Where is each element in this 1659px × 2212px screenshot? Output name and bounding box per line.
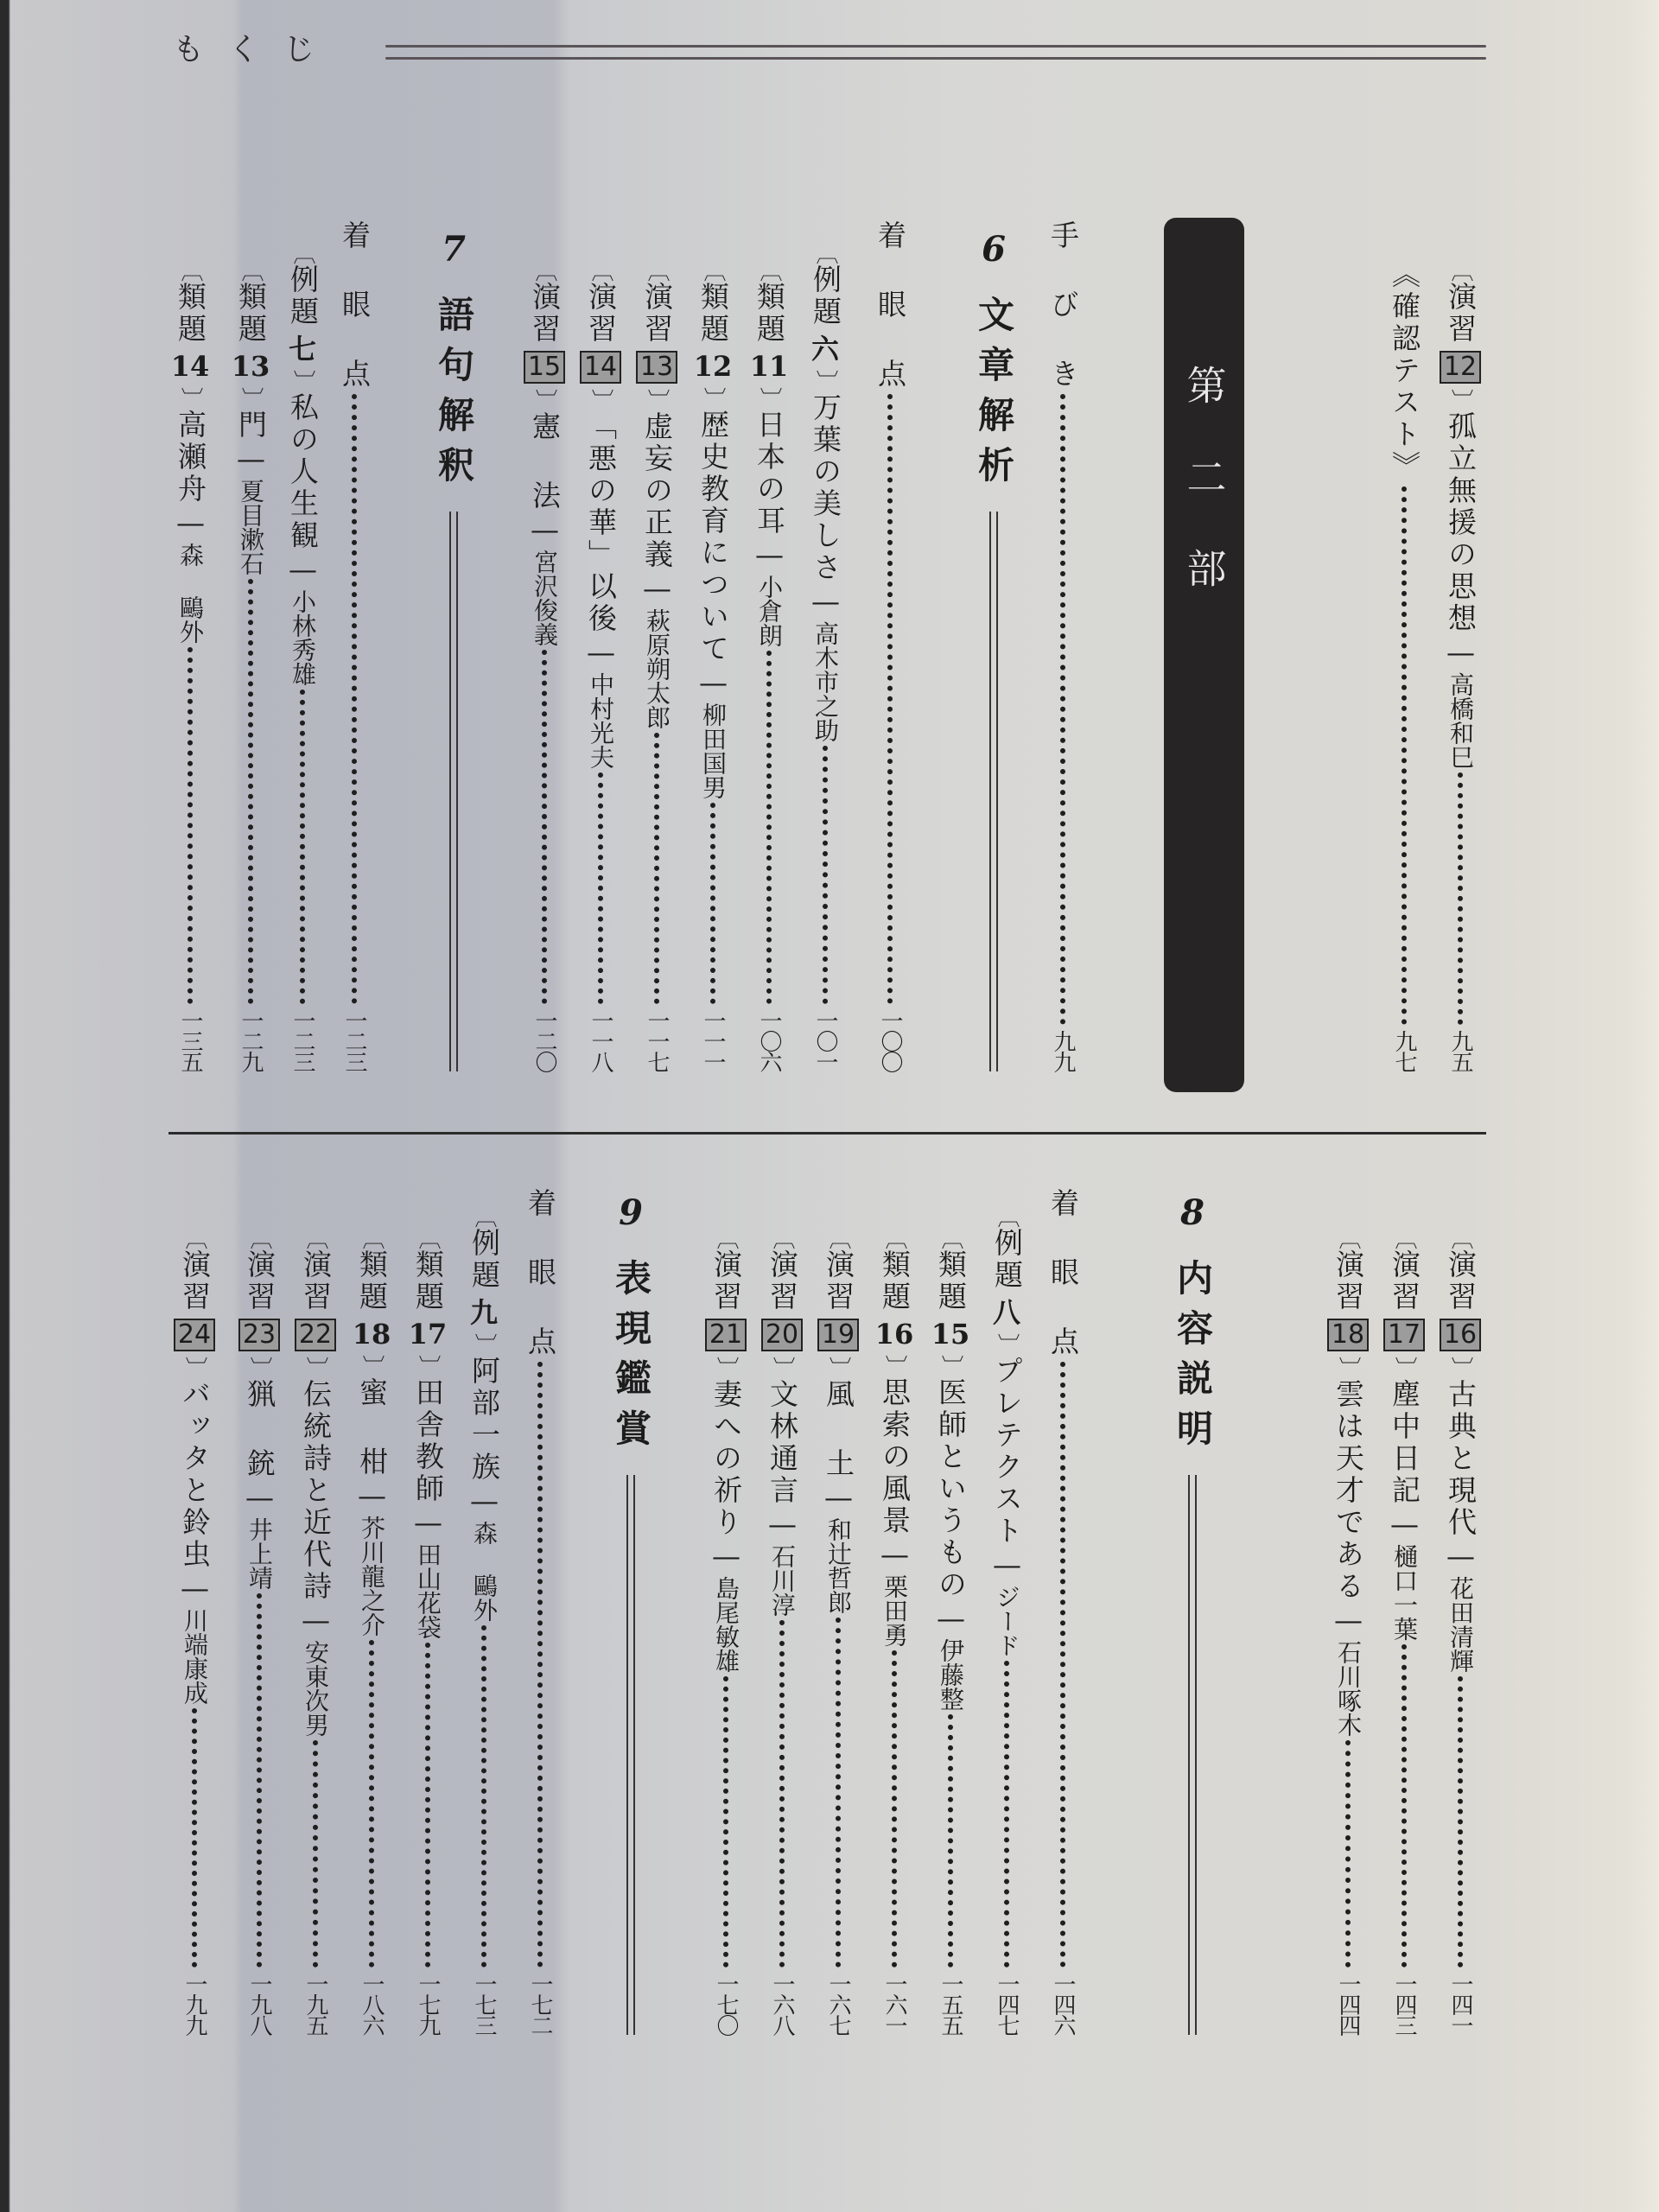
toc-entry[interactable]	[760, 1227, 804, 2035]
entry-kind: 類題	[355, 1249, 389, 1313]
leader-dots	[766, 651, 772, 1004]
entry-title: プレテクスト	[990, 1356, 1024, 1548]
contents-title: もくじ	[173, 32, 340, 67]
entry-title: 高瀬舟	[174, 410, 207, 505]
entry-kind: 類題	[696, 282, 730, 346]
part-two-banner	[1164, 218, 1244, 1092]
entry-kind: 演習	[243, 1249, 276, 1313]
page-number: 一二〇	[531, 1009, 557, 1071]
page-number: 一七三	[471, 1973, 497, 2035]
entry-author: 安東次男	[302, 1640, 330, 1737]
entry-label: 着 眼 点	[524, 1188, 557, 1358]
toc-entry[interactable]	[579, 259, 622, 1071]
bracket-close: 〕	[700, 387, 726, 410]
toc-entry[interactable]	[238, 1227, 281, 2035]
entry-kind: 演習	[1388, 1249, 1421, 1313]
entry-kind: 演習	[528, 282, 562, 346]
entry-author: 栗田勇	[880, 1574, 909, 1647]
entry-author: 田山花袋	[414, 1542, 442, 1639]
entry-number: 18	[352, 1318, 391, 1351]
entry-label: 着 眼 点	[1046, 1188, 1080, 1358]
leader-dots	[542, 650, 547, 1004]
entry-title: 古典と現代	[1444, 1379, 1478, 1539]
leader-dots	[313, 1740, 318, 1967]
toc-entry[interactable]	[1041, 1188, 1084, 2035]
bracket-open: 〔	[1447, 259, 1473, 282]
dash: —	[234, 442, 268, 479]
leader-dots	[723, 1676, 728, 1967]
toc-entry[interactable]	[281, 242, 324, 1071]
entry-kind: 類題	[753, 282, 786, 346]
leader-dots	[710, 803, 715, 1004]
bracket-close: 〕	[825, 1357, 851, 1379]
entry-author: ジード	[993, 1585, 1021, 1657]
bracket-open: 〔	[700, 259, 726, 282]
entry-title: 猟 銃	[243, 1379, 276, 1480]
leader-dots	[1458, 772, 1463, 1025]
toc-entry[interactable]	[817, 1227, 860, 2035]
bracket-close: 〕	[756, 387, 782, 410]
leader-dots	[836, 1618, 841, 1967]
page-number: 一一一	[700, 1009, 726, 1071]
entry-label: 着 眼 点	[874, 220, 907, 391]
leader-dots	[192, 1708, 197, 1967]
entry-kind: 演習	[1444, 1249, 1478, 1313]
toc-entry[interactable]	[518, 1188, 562, 2035]
entry-number: 17	[408, 1318, 448, 1351]
leader-dots	[948, 1714, 953, 1967]
entry-number: 13	[231, 350, 270, 383]
page-number: 一三五	[177, 1009, 203, 1071]
page-number: 一〇〇	[877, 1009, 903, 1071]
page-number: 一七二	[527, 1973, 553, 2035]
entry-title: 万葉の美しさ	[809, 392, 842, 584]
header-rule	[385, 45, 1486, 48]
entry-author: 小倉朗	[755, 575, 784, 647]
entry-kind: 類題	[878, 1249, 912, 1313]
bracket-close: 〕	[713, 1357, 739, 1379]
entry-title: 思索の風景	[878, 1377, 912, 1537]
bracket-close: 〕	[938, 1355, 963, 1377]
entry-number: 14	[170, 350, 210, 383]
entry-title: 伝統詩と近代詩	[299, 1379, 333, 1603]
toc-entry[interactable]	[229, 259, 272, 1071]
bracket-close: 〕	[1447, 389, 1473, 411]
dash: —	[1332, 1603, 1365, 1640]
bracket-open: 〔	[471, 1205, 497, 1228]
bracket-close: 〕	[181, 1357, 207, 1379]
leader-dots	[1402, 1644, 1407, 1967]
entry-kind: 類題	[934, 1249, 968, 1313]
entry-author: 夏目漱石	[237, 479, 265, 575]
leader-dots	[1458, 1676, 1463, 1967]
toc-entry[interactable]	[929, 1227, 972, 2035]
dash: —	[467, 1484, 501, 1521]
entry-kind: 類題	[174, 282, 207, 346]
entry-label: 《確認テスト》	[1388, 259, 1421, 483]
page-number: 一九九	[181, 1973, 207, 2035]
leader-dots	[598, 772, 603, 1004]
exercise-number-badge: 22	[295, 1319, 336, 1351]
entry-author: 高橋和巳	[1446, 672, 1475, 769]
toc-entry[interactable]	[1439, 1227, 1482, 2035]
toc-entry[interactable]	[635, 259, 678, 1071]
toc-entry[interactable]	[1326, 1227, 1370, 2035]
entry-author: 高木市之助	[811, 621, 840, 742]
entry-kind: 例題	[286, 264, 320, 328]
section-rule	[449, 512, 458, 1071]
section-heading	[605, 1192, 657, 2035]
dash: —	[822, 1480, 855, 1517]
entry-author: 和辻哲郎	[824, 1517, 853, 1614]
dash: —	[1444, 1539, 1478, 1576]
section-rule	[626, 1475, 635, 2035]
bracket-open: 〔	[644, 259, 670, 282]
leader-dots	[1060, 394, 1065, 1025]
entry-author: 伊藤整	[937, 1638, 965, 1711]
leader-dots	[188, 647, 193, 1004]
entry-title: 雲は天才である	[1332, 1379, 1365, 1603]
bracket-open: 〔	[938, 1227, 963, 1249]
entry-author: 石川淳	[768, 1544, 797, 1617]
bracket-close: 〕	[769, 1357, 795, 1379]
dash: —	[1388, 1507, 1421, 1544]
leader-dots	[369, 1640, 374, 1967]
toc-entry[interactable]	[873, 1227, 916, 2035]
page-number: 九九	[1050, 1030, 1076, 1071]
entry-title: 孤立無援の思想	[1444, 411, 1478, 635]
entry-author: 柳田国男	[699, 702, 728, 799]
toc-entry[interactable]	[350, 1227, 393, 2035]
bracket-open: 〔	[812, 242, 838, 264]
exercise-number-badge: 16	[1440, 1319, 1481, 1351]
toc-entry[interactable]	[294, 1227, 337, 2035]
entry-kind: 例題	[990, 1228, 1024, 1292]
page-number: 一二三	[341, 1009, 367, 1071]
entry-number: 16	[874, 1318, 914, 1351]
entry-number: 15	[931, 1318, 970, 1351]
entry-author: 樋口一葉	[1390, 1544, 1419, 1641]
section-rule	[989, 512, 998, 1071]
page-number: 一六一	[881, 1973, 907, 2035]
leader-dots	[425, 1643, 430, 1967]
page-number: 一五五	[938, 1973, 963, 2035]
page-number: 一四七	[994, 1973, 1020, 2035]
section-divider	[168, 1132, 1486, 1135]
entry-title: 歴史教育について	[696, 410, 730, 665]
entry-author: 芥川龍之介	[358, 1516, 386, 1637]
section-heading	[968, 229, 1020, 1071]
entry-number: 七	[288, 333, 316, 365]
bracket-open: 〔	[881, 1227, 907, 1249]
section-title: 表現鑑賞	[610, 1259, 652, 1459]
bracket-close: 〕	[471, 1333, 497, 1356]
section-number: 7	[433, 229, 474, 283]
leader-dots	[1004, 1661, 1009, 1967]
bracket-close: 〕	[644, 389, 670, 411]
entry-label: 手 び き	[1046, 220, 1080, 391]
page-number: 一〇一	[812, 1009, 838, 1071]
entry-kind: 演習	[1444, 282, 1478, 346]
exercise-number-badge: 19	[817, 1319, 859, 1351]
toc-entry[interactable]	[173, 1227, 216, 2035]
leader-dots	[1345, 1740, 1351, 1967]
entry-title: 阿部一族	[467, 1356, 501, 1484]
entry-author: 石川啄木	[1334, 1640, 1363, 1737]
leader-dots	[1402, 486, 1407, 1025]
toc-entry[interactable]	[704, 1227, 747, 2035]
section-title: 語句解釈	[433, 296, 475, 496]
entry-title: 風 土	[822, 1379, 855, 1480]
exercise-number-badge: 20	[761, 1319, 803, 1351]
bracket-open: 〔	[181, 1227, 207, 1249]
toc-entry[interactable]	[462, 1205, 505, 2035]
toc-entry[interactable]	[1439, 259, 1482, 1071]
bracket-open: 〔	[359, 1227, 385, 1249]
exercise-number-badge: 17	[1383, 1319, 1425, 1351]
dash: —	[411, 1505, 445, 1542]
toc-entry[interactable]	[523, 259, 566, 1071]
bracket-close: 〕	[1447, 1357, 1473, 1379]
bracket-close: 〕	[359, 1355, 385, 1377]
exercise-number-badge: 14	[580, 351, 621, 384]
entry-number: 八	[992, 1296, 1020, 1329]
dash: —	[174, 505, 207, 543]
dash: —	[753, 537, 786, 575]
bracket-close: 〕	[881, 1355, 907, 1377]
exercise-number-badge: 13	[636, 351, 677, 384]
entry-title: バッタと鈴虫	[178, 1379, 212, 1571]
header-rule	[385, 57, 1486, 60]
section-number: 8	[1172, 1192, 1213, 1247]
dash: —	[766, 1507, 799, 1544]
leader-dots	[352, 394, 357, 1004]
bracket-close: 〕	[289, 370, 315, 392]
bracket-close: 〕	[246, 1357, 272, 1379]
exercise-number-badge: 23	[238, 1319, 280, 1351]
page-number: 一〇六	[756, 1009, 782, 1071]
page-number: 一八六	[359, 1973, 385, 2035]
toc-entry[interactable]	[691, 259, 734, 1071]
dash: —	[709, 1539, 743, 1576]
page-number: 九五	[1447, 1030, 1473, 1071]
entry-author: 宮沢俊義	[531, 550, 559, 646]
page-number: 九七	[1391, 1030, 1417, 1071]
leader-dots	[248, 579, 253, 1004]
page-number: 一四三	[1391, 1973, 1417, 2035]
section-heading	[428, 229, 480, 1071]
bracket-close: 〕	[302, 1357, 328, 1379]
page-number: 一一八	[588, 1009, 613, 1071]
exercise-number-badge: 18	[1327, 1319, 1369, 1351]
bracket-close: 〕	[994, 1333, 1020, 1356]
dash: —	[809, 584, 842, 621]
bracket-open: 〔	[238, 259, 264, 282]
bracket-close: 〕	[1391, 1357, 1417, 1379]
toc-entry[interactable]	[804, 242, 847, 1071]
exercise-number-badge: 21	[705, 1319, 747, 1351]
entry-kind: 演習	[822, 1249, 855, 1313]
entry-title: 蜜 柑	[355, 1377, 389, 1478]
entry-kind: 演習	[766, 1249, 799, 1313]
entry-kind: 演習	[584, 282, 618, 346]
leader-dots	[257, 1593, 262, 1967]
dash: —	[640, 571, 674, 608]
page-number: 一九八	[246, 1973, 272, 2035]
toc-entry[interactable]	[868, 220, 912, 1071]
exercise-number-badge: 12	[1440, 351, 1481, 384]
page-number: 一七九	[415, 1973, 441, 2035]
page-number: 一二九	[238, 1009, 264, 1071]
page-number: 一六八	[769, 1973, 795, 2035]
page-number: 一四六	[1050, 1973, 1076, 2035]
section-title: 文章解析	[973, 296, 1015, 496]
entry-label: 着 眼 点	[338, 220, 372, 391]
bracket-open: 〔	[415, 1227, 441, 1249]
section-rule	[1188, 1475, 1197, 2035]
section-number: 9	[610, 1192, 652, 1247]
page-header	[173, 24, 1486, 76]
page-number: 一七〇	[713, 1973, 739, 2035]
dash: —	[243, 1480, 276, 1517]
entry-title: 妻への祈り	[709, 1379, 743, 1539]
exercise-number-badge: 15	[524, 351, 565, 384]
entry-title: 日本の耳	[753, 410, 786, 537]
toc-entry[interactable]	[1382, 1227, 1426, 2035]
entry-author: 小林秀雄	[289, 589, 317, 686]
dash: —	[355, 1478, 389, 1516]
toc-entry[interactable]	[168, 259, 212, 1071]
bracket-close: 〕	[177, 387, 203, 410]
entry-kind: 演習	[178, 1249, 212, 1313]
entry-title: 私の人生観	[286, 392, 320, 552]
bracket-close: 〕	[812, 370, 838, 392]
entry-title: 虚妄の正義	[640, 411, 674, 571]
leader-dots	[654, 733, 659, 1004]
page-number: 一九五	[302, 1973, 328, 2035]
bracket-open: 〔	[1447, 1227, 1473, 1249]
entry-kind: 例題	[809, 264, 842, 328]
toc-entry[interactable]	[1041, 220, 1084, 1071]
leader-dots	[887, 394, 893, 1004]
dash: —	[299, 1603, 333, 1640]
dash: —	[990, 1548, 1024, 1585]
leader-dots	[892, 1650, 897, 1967]
bracket-open: 〔	[246, 1227, 272, 1249]
entry-author: 中村光夫	[587, 672, 615, 769]
leader-dots	[300, 690, 305, 1004]
bracket-open: 〔	[177, 259, 203, 282]
entry-author: 森 鷗外	[470, 1521, 499, 1622]
entry-author: 森 鷗外	[176, 543, 205, 644]
entry-title: 憲 法	[528, 411, 562, 512]
dash: —	[584, 635, 618, 672]
entry-number: 六	[810, 333, 839, 365]
page-number: 一六七	[825, 1973, 851, 2035]
bracket-close: 〕	[1335, 1357, 1361, 1379]
dash: —	[878, 1537, 912, 1574]
bracket-open: 〔	[825, 1227, 851, 1249]
entry-kind: 類題	[411, 1249, 445, 1313]
entry-kind: 演習	[299, 1249, 333, 1313]
exercise-number-badge: 24	[174, 1319, 215, 1351]
dash: —	[934, 1601, 968, 1638]
section-title: 内容説明	[1172, 1259, 1214, 1459]
bracket-close: 〕	[531, 389, 557, 411]
page-number: 一二三	[289, 1009, 315, 1071]
toc-entry[interactable]	[1382, 259, 1426, 1071]
entry-number: 12	[693, 350, 733, 383]
entry-title: 塵中日記	[1388, 1379, 1421, 1507]
bracket-open: 〔	[769, 1227, 795, 1249]
section-number: 6	[973, 229, 1014, 283]
bracket-open: 〔	[756, 259, 782, 282]
bracket-open: 〔	[1335, 1227, 1361, 1249]
entry-author: 花田清輝	[1446, 1576, 1475, 1673]
toc-entry[interactable]	[333, 220, 376, 1071]
entry-title: 田舎教師	[411, 1377, 445, 1505]
entry-author: 井上靖	[245, 1517, 274, 1590]
page-number: 一四一	[1447, 1973, 1473, 2035]
entry-number: 九	[469, 1296, 498, 1329]
entry-title: 門	[234, 410, 268, 442]
bracket-open: 〔	[588, 259, 613, 282]
page-number: 一四四	[1335, 1973, 1361, 2035]
toc-entry[interactable]	[985, 1205, 1028, 2035]
bracket-open: 〔	[289, 242, 315, 264]
bracket-open: 〔	[994, 1205, 1020, 1228]
entry-kind: 演習	[709, 1249, 743, 1313]
toc-entry[interactable]	[747, 259, 791, 1071]
entry-author: 川端康成	[181, 1608, 209, 1705]
dash: —	[1444, 635, 1478, 672]
bracket-open: 〔	[1391, 1227, 1417, 1249]
entry-title: 文林通言	[766, 1379, 799, 1507]
leader-dots	[481, 1625, 486, 1967]
dash: —	[286, 552, 320, 589]
leader-dots	[823, 746, 828, 1004]
page-number: 一一七	[644, 1009, 670, 1071]
entry-author: 島尾敏雄	[712, 1576, 741, 1673]
bracket-open: 〔	[302, 1227, 328, 1249]
bracket-close: 〕	[588, 389, 613, 411]
entry-kind: 演習	[1332, 1249, 1365, 1313]
entry-kind: 類題	[234, 282, 268, 346]
bracket-close: 〕	[238, 387, 264, 410]
dash: —	[528, 512, 562, 550]
entry-number: 11	[749, 350, 789, 383]
part-label: 第二部	[1180, 365, 1228, 639]
bracket-close: 〕	[415, 1355, 441, 1377]
toc-entry[interactable]	[406, 1227, 449, 2035]
section-heading	[1166, 1192, 1218, 2035]
dash: —	[178, 1571, 212, 1608]
entry-title: 医師というもの	[934, 1377, 968, 1601]
leader-dots	[1060, 1362, 1065, 1967]
dash: —	[696, 665, 730, 702]
entry-author: 萩原朔太郎	[643, 608, 671, 729]
entry-kind: 例題	[467, 1228, 501, 1292]
entry-kind: 演習	[640, 282, 674, 346]
leader-dots	[779, 1620, 785, 1967]
bracket-open: 〔	[713, 1227, 739, 1249]
bracket-open: 〔	[531, 259, 557, 282]
leader-dots	[537, 1362, 543, 1967]
entry-title: 「悪の華」以後	[584, 411, 618, 635]
